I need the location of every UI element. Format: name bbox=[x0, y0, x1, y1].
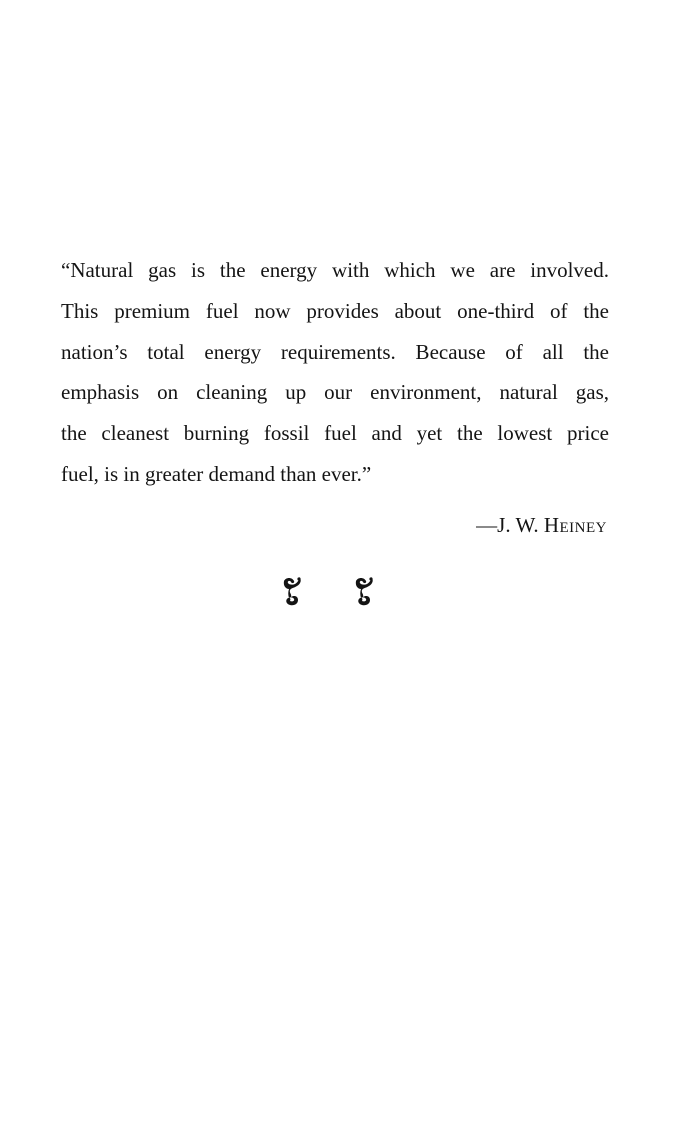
attribution bbox=[476, 510, 607, 540]
quote-block bbox=[61, 250, 609, 495]
fleuron-ornament-icon bbox=[280, 575, 304, 607]
attribution-surname: Heiney bbox=[543, 513, 607, 537]
fleuron-ornament-icon bbox=[352, 575, 376, 607]
attribution-initials: —J. W. bbox=[476, 513, 544, 537]
quote-line-1: “Natural gas is the energy with which we are involved. bbox=[61, 258, 609, 282]
quote-line-3: nation’s total energy requirements. Because of all the bbox=[61, 339, 609, 364]
ornament-divider bbox=[280, 575, 390, 609]
quote-line-6: fuel, is in greater demand than ever.” bbox=[61, 461, 372, 486]
quote-line-4: emphasis on cleaning up our environment, natural gas, bbox=[61, 380, 609, 405]
quote-line-5: the cleanest burning fossil fuel and yet the lowest price bbox=[61, 421, 609, 446]
quote-line-2: This premium fuel now provides about one-third of the bbox=[61, 298, 609, 323]
